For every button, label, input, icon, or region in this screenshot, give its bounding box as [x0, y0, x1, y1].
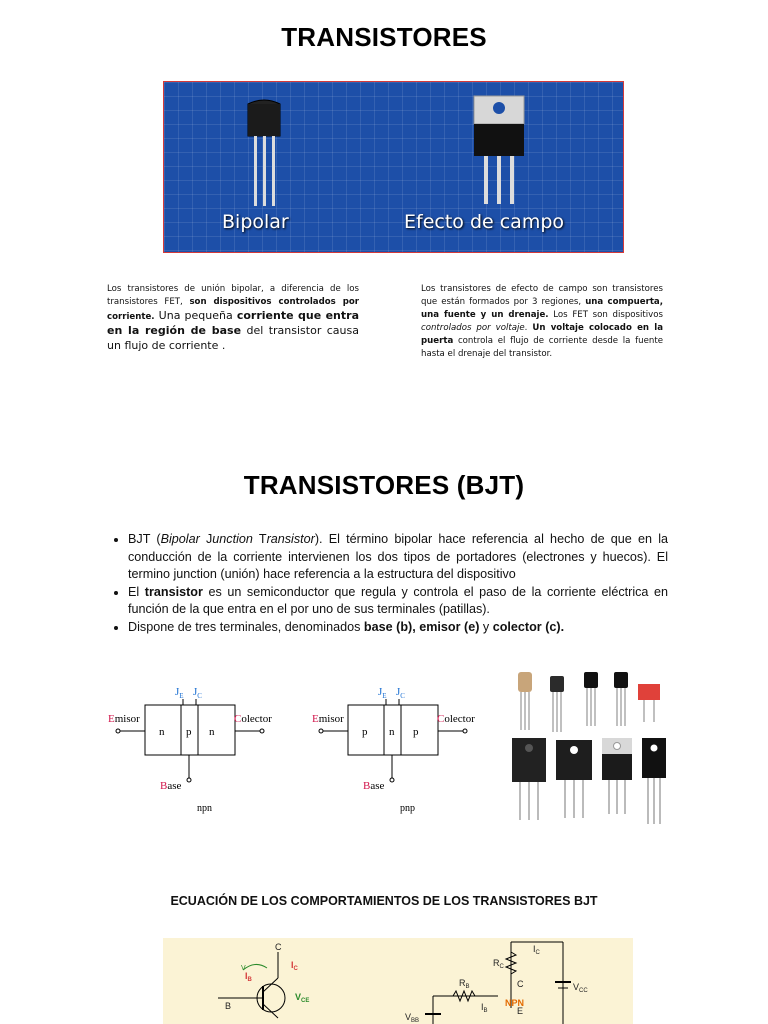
equations-subheading: ECUACIÓN DE LOS COMPORTAMIENTOS DE LOS TRANSISTORES BJT: [170, 894, 598, 908]
text-bold: son dispositivos controlados por corriente.: [107, 297, 359, 322]
vce-label: $V_{CE}$: [295, 992, 310, 1004]
region-1: p: [362, 726, 368, 738]
collector-c-right: C: [517, 979, 524, 989]
rc-label: $R_C$: [493, 958, 504, 970]
pnp-structure-diagram: [310, 683, 490, 818]
fet-description: [421, 283, 663, 361]
text: Los transistores de unión bipolar, a diferencia de los transistores FET,: [107, 284, 359, 307]
vbb-label: $V_{BB}$: [405, 1012, 420, 1024]
bullet-item: • Dispone de tres terminales, denominados base (b), emisor (e) y colector (c).: [128, 619, 668, 637]
bjt-description: [107, 283, 359, 354]
region-3: n: [209, 726, 215, 738]
je-label: $J_E$: [378, 686, 387, 700]
text: Los FET son dispositivos: [548, 310, 663, 320]
bjt-circuit-image: [163, 938, 633, 1024]
bjt-circuit-diagram: [163, 938, 633, 1024]
ib-right-label: $I_B$: [481, 1002, 488, 1014]
fet-transistor-icon: [464, 94, 534, 209]
text-bold: Un voltaje colocado en la puerta: [421, 323, 664, 346]
text-bold: corriente que entra en la región de base: [107, 309, 359, 337]
base-b-label: B: [225, 1001, 232, 1011]
ic-left-label: $I_C$: [291, 960, 298, 972]
npn-type-label: npn: [197, 803, 212, 814]
jc-label: $J_C$: [193, 686, 202, 700]
npn-label: NPN: [505, 998, 525, 1008]
npn-structure-diagram: [105, 683, 285, 818]
bipolar-transistor-icon: [234, 96, 294, 211]
section-title-bjt: TRANSISTORES (BJT): [243, 470, 525, 500]
bullet-item: • El transistor es un semiconductor que regula y controla el paso de la corriente eléctrica en función de la que entra en el por uno de sus terminales (patillas).: [128, 584, 668, 619]
text: .: [524, 323, 533, 333]
colector-label: Colector: [234, 713, 272, 725]
je-label: $J_E$: [175, 686, 184, 700]
text: Una pequeña: [154, 309, 237, 322]
emitter-e-right: E: [517, 1006, 524, 1016]
bullet-item: • BJT (Bipolar Junction Transistor). El término bipolar hace referencia al hecho de que en la conducción de la corriente intervienen los dos tipos de portadores (electrones y huecos). El termino junction (unión) hace referencia a la estructura del dispositivo: [128, 531, 668, 584]
base-label: Base: [363, 780, 385, 792]
transistors-photo: [508, 666, 668, 826]
rb-label: $R_B$: [459, 978, 470, 990]
bipolar-label: Bipolar: [222, 211, 289, 233]
page-title: TRANSISTORES: [281, 22, 487, 52]
emisor-label: Emisor: [108, 713, 140, 725]
colector-label: Colector: [437, 713, 475, 725]
text-bold: una compuerta, una fuente y un drenaje.: [421, 297, 663, 320]
pnp-type-label: pnp: [400, 803, 415, 814]
fet-label: Efecto de campo: [404, 211, 565, 233]
region-3: p: [413, 726, 419, 738]
collector-c-label: C: [275, 942, 282, 952]
bjt-bullet-list: [110, 531, 668, 636]
base-label: Base: [160, 780, 182, 792]
vcc-label: $V_{CC}$: [573, 982, 588, 994]
text: Los transistores de efecto de campo son transistores que están formados por 3 regiones,: [421, 284, 663, 307]
ic-right-label: $I_C$: [533, 944, 540, 956]
ib-left-label: $I_B$: [245, 971, 252, 983]
region-2: p: [186, 726, 192, 738]
text: controla el flujo de corriente desde la fuente hasta el drenaje del transistor.: [421, 336, 663, 359]
jc-label: $J_C$: [396, 686, 405, 700]
transistor-banner-image: [163, 81, 624, 253]
emisor-label: Emisor: [312, 713, 344, 725]
region-2: n: [389, 726, 395, 738]
region-1: n: [159, 726, 165, 738]
text-italic: controlados por voltaje: [421, 323, 525, 333]
text: del transistor causa un flujo de corriente .: [107, 324, 359, 352]
vbc-label: V: [241, 965, 246, 972]
